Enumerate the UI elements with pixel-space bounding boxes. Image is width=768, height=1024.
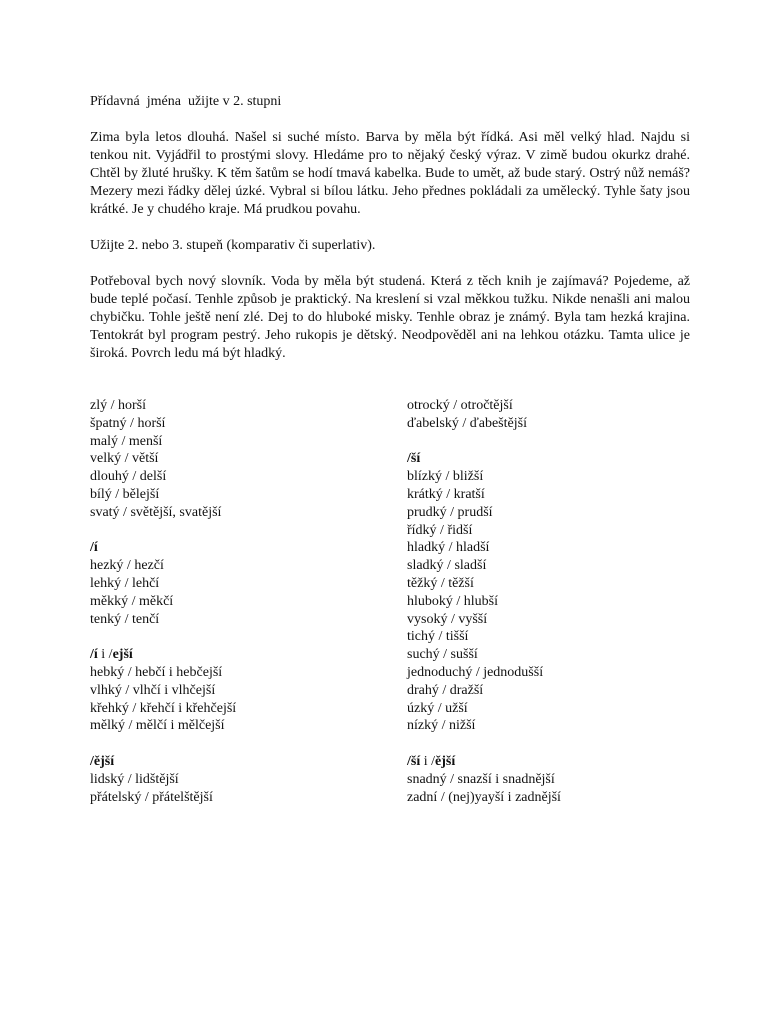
- left-column: [90, 397, 380, 806]
- list-item: ďabelský / ďabeštější: [407, 415, 527, 431]
- list-item: hezký / hezčí: [90, 558, 164, 574]
- list-item: snadný / snazší i snadnější: [407, 771, 555, 787]
- heading-joiner: i /: [420, 753, 436, 769]
- list-item: hladký / hladší: [407, 540, 490, 556]
- list-item: krátký / kratší: [407, 486, 485, 502]
- heading-joiner: i /: [97, 647, 113, 663]
- group-heading-i-ejsi: [90, 646, 380, 664]
- list-item: otrocký / otročtější: [407, 398, 513, 413]
- list-item: jednoduchý / jednodušší: [407, 664, 544, 680]
- list-item: tenký / tenčí: [90, 611, 160, 627]
- list-item: úzký / užší: [407, 700, 468, 716]
- spacer: [407, 735, 697, 753]
- spacer: [90, 522, 380, 540]
- exercise-paragraph-2: Potřeboval bych nový slovník. Voda by měla být studená. Která z těch knih je zajímavá? Pojedeme, až bude teplé počasí. Tenhle způsob je praktický. Na kreslení si vzal měkkou tužku. Nikde nenašli ani malou chybičku. Tohle ještě není zlé. Dej to do hluboké misky. Tenhle obraz je známý. Byla tam hezká krajina. Tentokrát byl program pestrý. Jeho rukopis je dětský. Neodpověděl ani na lehkou otázku. Tamta ulice je široká. Povrch ledu má být hladký.: [90, 274, 690, 361]
- spacer: [407, 433, 697, 451]
- heading-part: /ší: [407, 753, 421, 769]
- right-column: [407, 397, 697, 806]
- heading-part: /í: [90, 647, 98, 663]
- list-item: lidský / lidštější: [90, 771, 179, 787]
- page-title: Přídavná jména užijte v 2. stupni: [90, 94, 282, 109]
- list-item: hebký / hebčí i hebčejší: [90, 664, 223, 680]
- list-item: tichý / tišší: [407, 629, 469, 645]
- list-item: špatný / horší: [90, 415, 166, 431]
- heading-part: ejší: [112, 647, 133, 663]
- list-item: měkký / měkčí: [90, 593, 174, 609]
- document-body: [90, 93, 690, 381]
- list-item: lehký / lehčí: [90, 575, 160, 591]
- list-item: suchý / sušší: [407, 647, 478, 663]
- list-item: zadní / (nej)yayší i zadnější: [407, 789, 561, 805]
- group-heading-i: /í: [90, 540, 98, 556]
- group-heading-ejsi: /ější: [90, 753, 115, 769]
- group-heading-si-ejsi: [407, 753, 697, 771]
- list-item: mělký / mělčí i mělčejší: [90, 718, 225, 734]
- list-item: hluboký / hlubší: [407, 593, 499, 609]
- exercise-heading-2: Užijte 2. nebo 3. stupeň (komparativ či superlativ).: [90, 238, 376, 253]
- list-item: těžký / těžší: [407, 575, 474, 591]
- list-item: vlhký / vlhčí i vlhčejší: [90, 682, 216, 698]
- list-item: prudký / prudší: [407, 504, 493, 520]
- spacer: [90, 628, 380, 646]
- list-item: svatý / světější, svatější: [90, 504, 222, 520]
- list-item: křehký / křehčí i křehčejší: [90, 700, 237, 716]
- heading-part: ější: [435, 753, 456, 769]
- list-item: sladký / sladší: [407, 558, 487, 574]
- list-item: malý / menší: [90, 433, 163, 449]
- list-item: zlý / horší: [90, 398, 146, 413]
- list-item: velký / větší: [90, 451, 159, 467]
- list-item: drahý / dražší: [407, 682, 484, 698]
- list-item: nízký / nižší: [407, 718, 476, 734]
- list-item: řídký / řidší: [407, 522, 473, 538]
- group-heading-si: /ší: [407, 451, 421, 467]
- list-item: bílý / bělejší: [90, 486, 160, 502]
- exercise-paragraph-1: Zima byla letos dlouhá. Našel si suché místo. Barva by měla být řídká. Asi měl velký hlad. Najdu si tenkou nit. Vyjádřil to prostými slovy. Hledáme pro to nějaký český výraz. V zimě budou okurkz drahé. Chtěl by žluté hrušky. K těm šatům se hodí tmavá kabelka. Bude to umět, až bude starý. Ostrý nůž nemáš? Mezery mezi řádky dělej úzké. Vybral si bílou látku. Jeho přednes pokládali za umělecký. Tyhle šaty jsou krátké. Je y chudého kraje. Má prudkou povahu.: [90, 130, 690, 217]
- list-item: přátelský / přátelštější: [90, 789, 213, 805]
- spacer: [90, 735, 380, 753]
- list-item: blízký / bližší: [407, 469, 484, 485]
- list-item: dlouhý / delší: [90, 469, 167, 485]
- list-item: vysoký / vyšší: [407, 611, 488, 627]
